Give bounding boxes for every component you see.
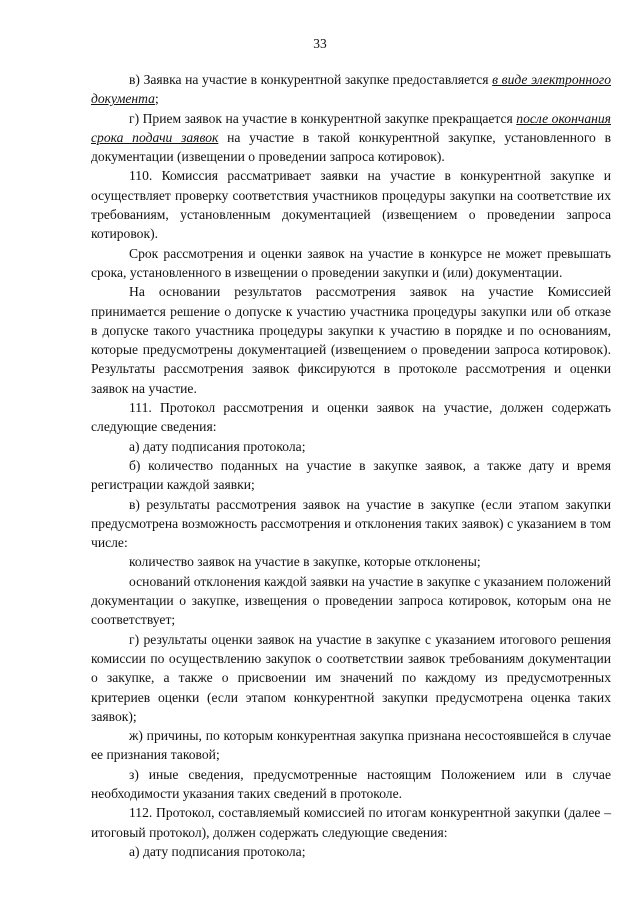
paragraph-p7 [91, 437, 611, 456]
paragraph-p14 [91, 765, 611, 804]
paragraph-p11 [91, 572, 611, 630]
paragraph-p10 [91, 552, 611, 571]
text-run: 112. Протокол, составляемый комиссией по итогам конкурентной закупки (далее – итоговый протокол), должен содержать следующие сведения: [91, 805, 611, 840]
text-run: ж) причины, по которым конкурентная закупка признана несостоявшейся в случае ее признания таковой; [91, 728, 611, 763]
text-run: оснований отклонения каждой заявки на участие в закупке с указанием положений документации о закупке, извещения о проведении запроса котировок, которым она не соответствует; [91, 573, 611, 628]
document-body [91, 70, 611, 861]
paragraph-p8 [91, 456, 611, 495]
paragraph-p13 [91, 726, 611, 765]
text-run: в) результаты рассмотрения заявок на участие в закупке (если этапом закупки предусмотрена возможность рассмотрения и отклонения таких заявок) с указанием в том числе: [91, 496, 611, 551]
underlined-phrase: в виде электронного документа [91, 72, 611, 107]
paragraph-p16 [91, 842, 611, 861]
paragraph-p9 [91, 495, 611, 553]
paragraph-p4 [91, 244, 611, 283]
paragraph-p2 [91, 109, 611, 167]
text-run: а) дату подписания протокола; [129, 438, 306, 454]
underlined-phrase: после окончания срока подачи заявок [91, 110, 611, 145]
page-number: 33 [313, 36, 327, 51]
text-run: Срок рассмотрения и оценки заявок на участие в конкурсе не может превышать срока, установленного в извещении о проведении закупки и (или) документации. [91, 245, 611, 280]
text-run: 110. Комиссия рассматривает заявки на участие в конкурентной закупке и осуществляет проверку соответствия участников процедуры закупки на соответствие их требованиям, установленным документацией (извещением о проведении запроса котировок). [91, 168, 611, 242]
text-run: в) Заявка на участие в конкурентной закупке предоставляется [129, 72, 493, 87]
paragraph-p1 [91, 70, 611, 109]
paragraph-p5 [91, 282, 611, 398]
text-run: На основании результатов рассмотрения заявок на участие Комиссией принимается решение о допуске к участию участника процедуры закупки или об отказе в допуске такого участника процедуры закупки к участию в порядке и по основаниям, которые предусмотрены документацией (извещением о проведении запроса котировок). Результаты рассмотрения заявок фиксируются в протоколе рассмотрения и оценки заявок на участие. [91, 284, 611, 396]
text-run: ; [154, 91, 159, 107]
text-run: на участие в такой конкурентной закупке, установленного в документации (извещении о проведении запроса котировок). [91, 129, 611, 165]
text-run: а) дату подписания протокола; [129, 843, 306, 859]
paragraph-p12 [91, 630, 611, 726]
paragraph-p3 [91, 166, 611, 243]
paragraph-p15 [91, 803, 611, 842]
text-run: г) Прием заявок на участие в конкурентной закупке прекращается [129, 110, 517, 126]
paragraph-p6 [91, 398, 611, 437]
text-run: з) иные сведения, предусмотренные настоящим Положением или в случае необходимости указания таких сведений в протоколе. [91, 766, 611, 801]
text-run: б) количество поданных на участие в закупке заявок, а также дату и время регистрации каждой заявки; [91, 457, 611, 493]
text-run: г) результаты оценки заявок на участие в закупке с указанием итогового решения комиссии по осуществлению закупок о соответствии заявок требованиям документации о закупке, а также о присвоении им значений по каждому из предусмотренных критериев оценки (если этапом конкурентной закупки предусмотрена оценка таких заявок); [91, 631, 611, 724]
text-run: 111. Протокол рассмотрения и оценки заявок на участие, должен содержать следующие сведения: [91, 400, 611, 435]
text-run: количество заявок на участие в закупке, которые отклонены; [129, 554, 481, 570]
